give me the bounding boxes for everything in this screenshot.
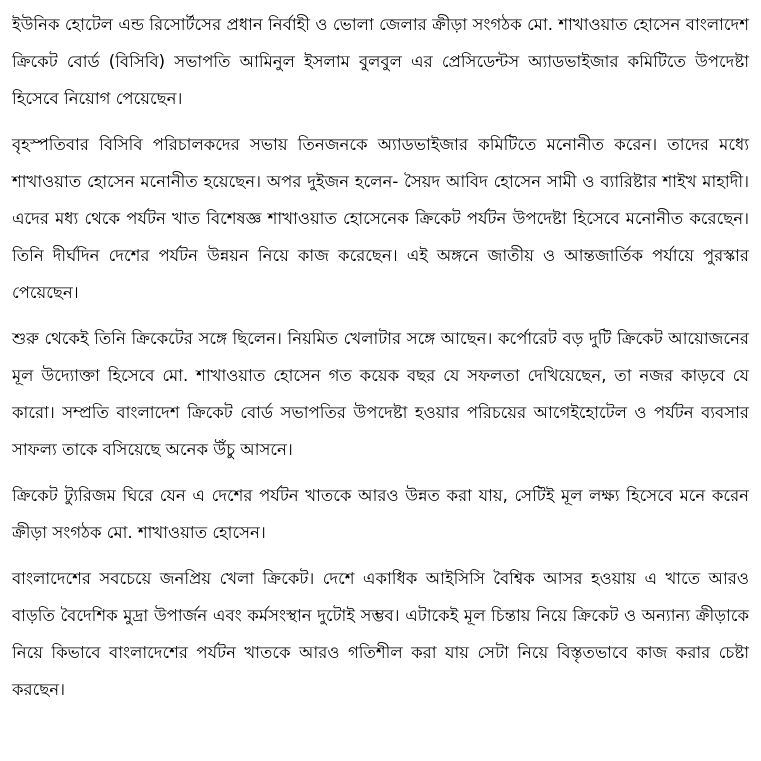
paragraph-appointment: ইউনিক হোটেল এন্ড রিসোর্টসের প্রধান নির্বাহী ও ভোলা জেলার ক্রীড়া সংগঠক মো. শাখাওয়াত হোসেন বাংলাদেশ ক্রিকেট বোর্ড (বিসিবি) সভাপতি আমিনুল ইসলাম বুলবুল এর প্রেসিডেন্টস অ্যাডভাইজার কমিটিতে উপদেষ্টা হিসেবে নিয়োগ পেয়েছেন। (12, 15, 749, 108)
paragraph-tourism-plans: বাংলাদেশের সবচেয়ে জনপ্রিয় খেলা ক্রিকেট। দেশে একাধিক আইসিসি বৈশ্বিক আসর হওয়ায় এ খাতে আরও বাড়তি বৈদেশিক মুদ্রা উপার্জন এবং কর্মসংস্থান দুটোই সম্ভব। এটাকেই মূল চিন্তায় নিয়ে ক্রিকেট ও অন্যান্য ক্রীড়াকে নিয়ে কিভাবে বাংলাদেশের পর্যটন খাতকে আরও গতিশীল করা যায় সেটা নিয়ে বিস্তৃতভাবে কাজ করার চেষ্টা করছেন। (12, 569, 749, 699)
paragraph-cricket-tourism-goal: ক্রিকেট ট্যুরিজম ঘিরে যেন এ দেশের পর্যটন খাতকে আরও উন্নত করা যায়, সেটিই মূল লক্ষ্য হিসেবে মনে করেন ক্রীড়া সংগঠক মো. শাখাওয়াত হোসেন। (12, 486, 749, 542)
paragraph-cricket-background: শুরু থেকেই তিনি ক্রিকেটের সঙ্গে ছিলেন। নিয়মিত খেলাটার সঙ্গে আছেন। কর্পোরেট বড় দুটি ক্রিকেট আয়োজনের মূল উদ্যোক্তা হিসেবে মো. শাখাওয়াত হোসেন গত কয়েক বছর যে সফলতা দেখিয়েছেন, তা নজর কাড়বে যে কারো। সম্প্রতি বাংলাদেশ ক্রিকেট বোর্ড সভাপতির উপদেষ্টা হওয়ার পরিচয়ের আগেইহোটেল ও পর্যটন ব্যবসার সাফল্য তাকে বসিয়েছে অনেক উঁচু আসনে। (12, 329, 749, 459)
paragraph-board-meeting: বৃহস্পতিবার বিসিবি পরিচালকদের সভায় তিনজনকে অ্যাডভাইজার কমিটিতে মনোনীত করেন। তাদের মধ্যে শাখাওয়াত হোসেন মনোনীত হয়েছেন। অপর দুইজন হলেন- সৈয়দ আবিদ হোসেন সামী ও ব্যারিষ্টার শাইখ মাহাদী। এদের মধ্য থেকে পর্যটন খাত বিশেষজ্ঞ শাখাওয়াত হোসেনেক ক্রিকেট পর্যটন উপদেষ্টা হিসেবে মনোনীত করেছেন। তিনি দীর্ঘদিন দেশের পর্যটন উন্নয়ন নিয়ে কাজ করেছেন। এই অঙ্গনে জাতীয় ও আন্তজার্তিক পর্যায়ে পুরস্কার পেয়েছেন। (12, 135, 749, 302)
